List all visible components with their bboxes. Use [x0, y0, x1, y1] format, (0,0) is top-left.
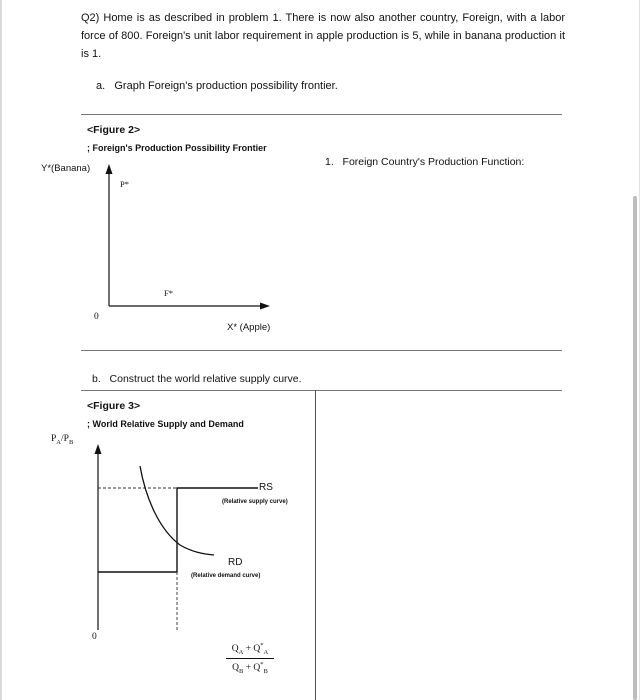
window-right-border — [639, 0, 640, 700]
question-text: Q2) Home is as described in problem 1. There is now also another country, Foreign, with a labor force of 800. Foreign's unit labor requirement in apple production is 5, while in banana production it is 1. — [81, 12, 565, 60]
figure2-point-p: P* — [120, 179, 129, 189]
figure2-origin: 0 — [94, 312, 99, 322]
figure2-y-label: Y*(Banana) — [41, 163, 91, 174]
divider-middle — [81, 350, 562, 351]
figure3-subtitle: ; World Relative Supply and Demand — [87, 419, 244, 429]
divider-bottom — [81, 390, 562, 391]
part-b-text: Construct the world relative supply curve. — [109, 373, 302, 385]
part-a-text: Graph Foreign's production possibility frontier. — [114, 80, 338, 92]
figure2-caption: <Figure 2> — [87, 124, 141, 136]
part-b-prompt — [92, 373, 302, 385]
figure2-subtitle: ; Foreign's Production Possibility Frontier — [87, 143, 267, 153]
part-a-prompt — [96, 80, 338, 92]
divider-top — [81, 114, 562, 115]
figure3-rd-desc: (Relative demand curve) — [191, 573, 261, 579]
figure2-x-arrow — [260, 303, 270, 310]
part-b-label: b. — [92, 373, 101, 385]
figure3-y-arrow — [95, 444, 102, 454]
figure3-rs-label: RS — [259, 482, 273, 493]
figure3-rd-label: RD — [228, 557, 243, 568]
column-divider — [315, 390, 316, 700]
figure3-y-label: $P_A/P_B$ — [51, 434, 74, 446]
side-note — [325, 156, 524, 168]
side-note-text: Foreign Country's Production Function: — [342, 156, 525, 168]
vertical-scrollbar[interactable] — [633, 196, 637, 700]
figure2-y-arrow — [106, 164, 113, 174]
window-left-border — [0, 0, 2, 700]
figure2-x-label: X* (Apple) — [227, 322, 271, 333]
part-a-label: a. — [96, 80, 106, 92]
figure2-point-f: F* — [164, 288, 173, 298]
figure3-rs-desc: (Relative supply curve) — [222, 499, 288, 505]
figure3-caption: <Figure 3> — [87, 400, 141, 412]
figure3-rd-curve — [140, 466, 214, 555]
side-note-number: 1. — [325, 156, 334, 168]
figure3-origin: 0 — [92, 632, 97, 642]
figure3-x-label: $\frac{Q_A + Q^*_A}{Q_B + Q^*_B}$ — [226, 642, 274, 675]
